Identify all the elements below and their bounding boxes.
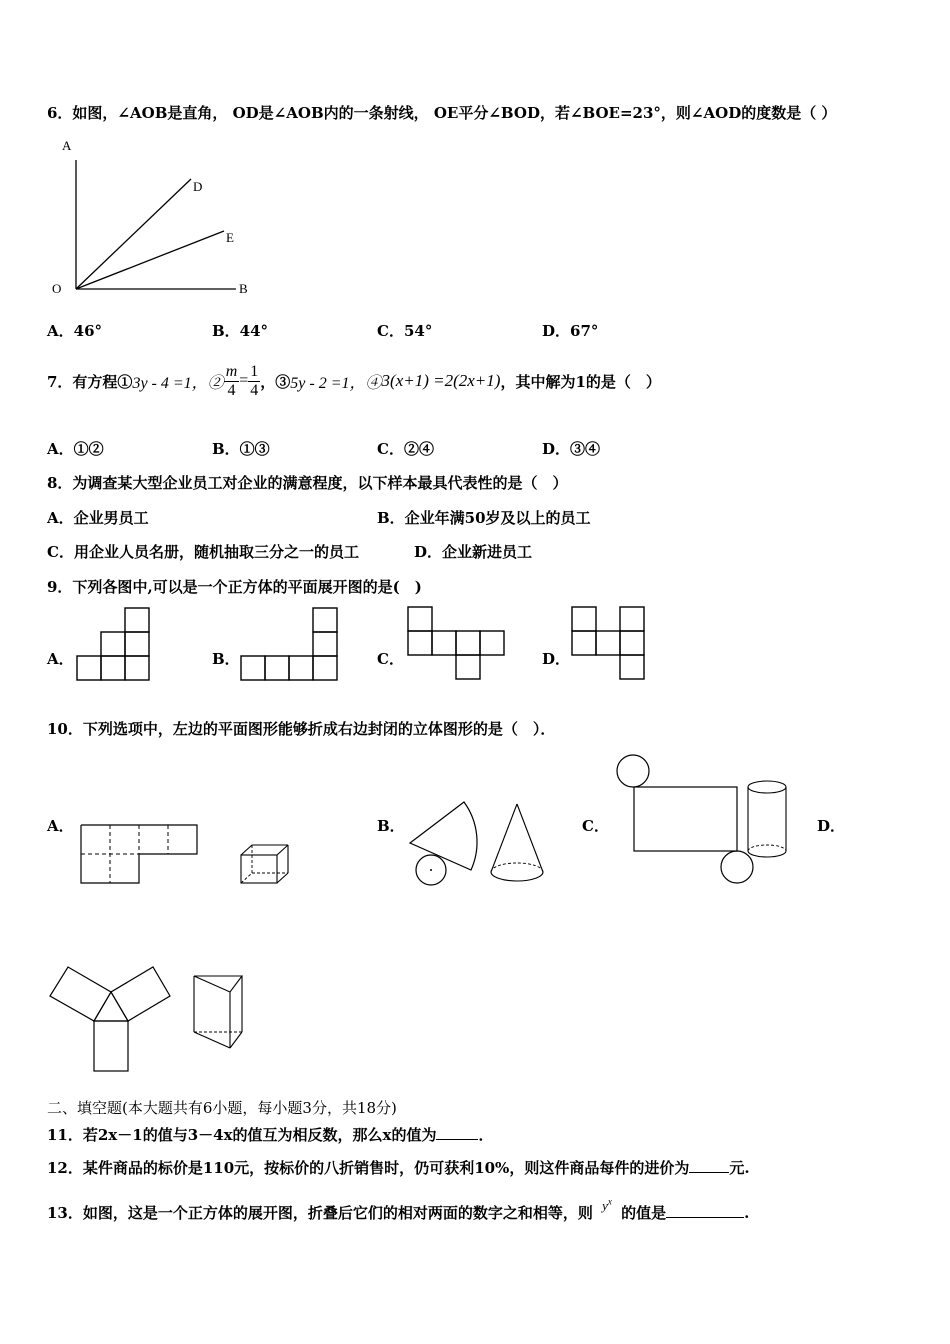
q12 <box>47 1157 750 1178</box>
q9-option-a-label: A． <box>47 650 74 668</box>
q10-figure-a-net <box>80 824 200 886</box>
q7-prefix: 7．有方程① <box>47 372 133 391</box>
q9-net-b <box>240 607 340 683</box>
q13-expression <box>602 1198 612 1213</box>
q12-end: 元. <box>729 1159 750 1177</box>
q10-figure-c-cylinder-net <box>614 753 756 887</box>
q10-option-c-label: C． <box>582 817 609 835</box>
label-b: B <box>239 281 248 296</box>
q7-eq2-left <box>224 363 240 400</box>
label-o: O <box>52 281 62 296</box>
q13-end: . <box>744 1204 750 1222</box>
q7-suffix: ，其中解为1的是（ ） <box>500 372 661 391</box>
ray-od <box>76 179 191 289</box>
q8-stem: 8．为调查某大型企业员工对企业的满意程度，以下样本最具代表性的是（ ） <box>47 474 568 492</box>
q7-option-b: B．①③ <box>212 440 270 458</box>
q8-option-d: D．企业新进员工 <box>414 543 533 561</box>
q7-eq2-den: 4 <box>227 381 236 399</box>
q7-eq2-num: m <box>225 362 238 380</box>
q7-option-c: C．②④ <box>377 440 434 458</box>
q9-option-d-label: D． <box>542 650 571 668</box>
q10-stem: 10．下列选项中，左边的平面图形能够折成右边封闭的立体图形的是（ ）． <box>47 720 556 738</box>
q9-net-a <box>76 607 152 683</box>
q8-option-b: B．企业年满50岁及以上的员工 <box>377 509 591 527</box>
q8-option-a: A．企业男员工 <box>47 509 149 527</box>
q7-eq4: 3(x+1) =2(2x+1) <box>381 371 501 390</box>
q10-figure-c-cylinder <box>746 778 790 862</box>
label-e: E <box>226 230 234 245</box>
q9-option-c-label: C． <box>377 650 404 668</box>
q7-option-a: A．①② <box>47 440 104 458</box>
label-d: D <box>193 179 203 194</box>
q10-option-d-label: D． <box>817 817 846 835</box>
q11-end: ． <box>478 1126 494 1144</box>
q12-text: 12．某件商品的标价是110元，按标价的八折销售时，仍可获利10%，则这件商品每件的进价为 <box>47 1159 690 1177</box>
q7-eq2-right <box>248 363 260 400</box>
q6-stem: 6．如图，∠AOB是直角， OD是∠AOB内的一条射线， OE平分∠BOD，若∠BOE=23°，则∠AOD的度数是（ ） <box>47 104 837 122</box>
q13-answer-blank[interactable] <box>666 1217 744 1218</box>
q6-option-b: B．44° <box>212 322 269 340</box>
q6-option-a: A．46° <box>47 322 103 340</box>
q10-figure-d-prism <box>192 972 248 1052</box>
q13-expr-exp: x <box>607 1196 612 1207</box>
q6-option-c: C．54° <box>377 322 433 340</box>
q11-text: 11．若2x－1的值与3－4x的值互为相反数，那么x的值为 <box>47 1126 437 1144</box>
q7-eq3: 5y - 2 =1，④ <box>290 374 382 392</box>
q13 <box>47 1196 750 1223</box>
q10-figure-b-cone-net <box>408 800 484 890</box>
q13-text2: 的值是 <box>621 1204 667 1222</box>
q13-expr-base: y <box>602 1198 608 1213</box>
q10-figure-d-prism-net <box>48 963 188 1075</box>
q7-option-d: D．③④ <box>542 440 601 458</box>
q12-answer-blank[interactable] <box>689 1172 729 1173</box>
q6-option-d: D．67° <box>542 322 599 340</box>
q11 <box>47 1124 493 1145</box>
q7-eq1: 3y - 4 =1，② <box>132 374 224 392</box>
q10-figure-a-cube <box>240 844 292 886</box>
q7-stem <box>47 360 661 402</box>
q8-option-c: C．用企业人员名册，随机抽取三分之一的员工 <box>47 543 359 561</box>
label-a: A <box>62 138 72 153</box>
q6-angle-figure <box>50 138 260 303</box>
q7-eq2-tail: ，③ <box>260 372 291 391</box>
q7-eq2-rden: 4 <box>250 381 259 399</box>
ray-oe <box>76 231 224 289</box>
q7-eq2-equals: = <box>239 372 249 389</box>
q10-option-a-label: A． <box>47 817 74 835</box>
q10-figure-b-cone <box>488 802 546 886</box>
q10-option-b-label: B． <box>377 817 405 835</box>
q13-text: 13．如图，这是一个正方体的展开图，折叠后它们的相对两面的数字之和相等，则 <box>47 1204 593 1222</box>
q9-option-b-label: B． <box>212 650 240 668</box>
q11-answer-blank[interactable] <box>436 1139 478 1140</box>
q9-net-d <box>571 606 647 682</box>
q7-eq2-rnum: 1 <box>250 362 259 380</box>
q9-net-c <box>407 606 507 682</box>
q9-stem: 9．下列各图中,可以是一个正方体的平面展开图的是( ) <box>47 578 422 596</box>
section2-heading: 二、填空题(本大题共有6小题，每小题3分，共18分) <box>47 1099 397 1117</box>
